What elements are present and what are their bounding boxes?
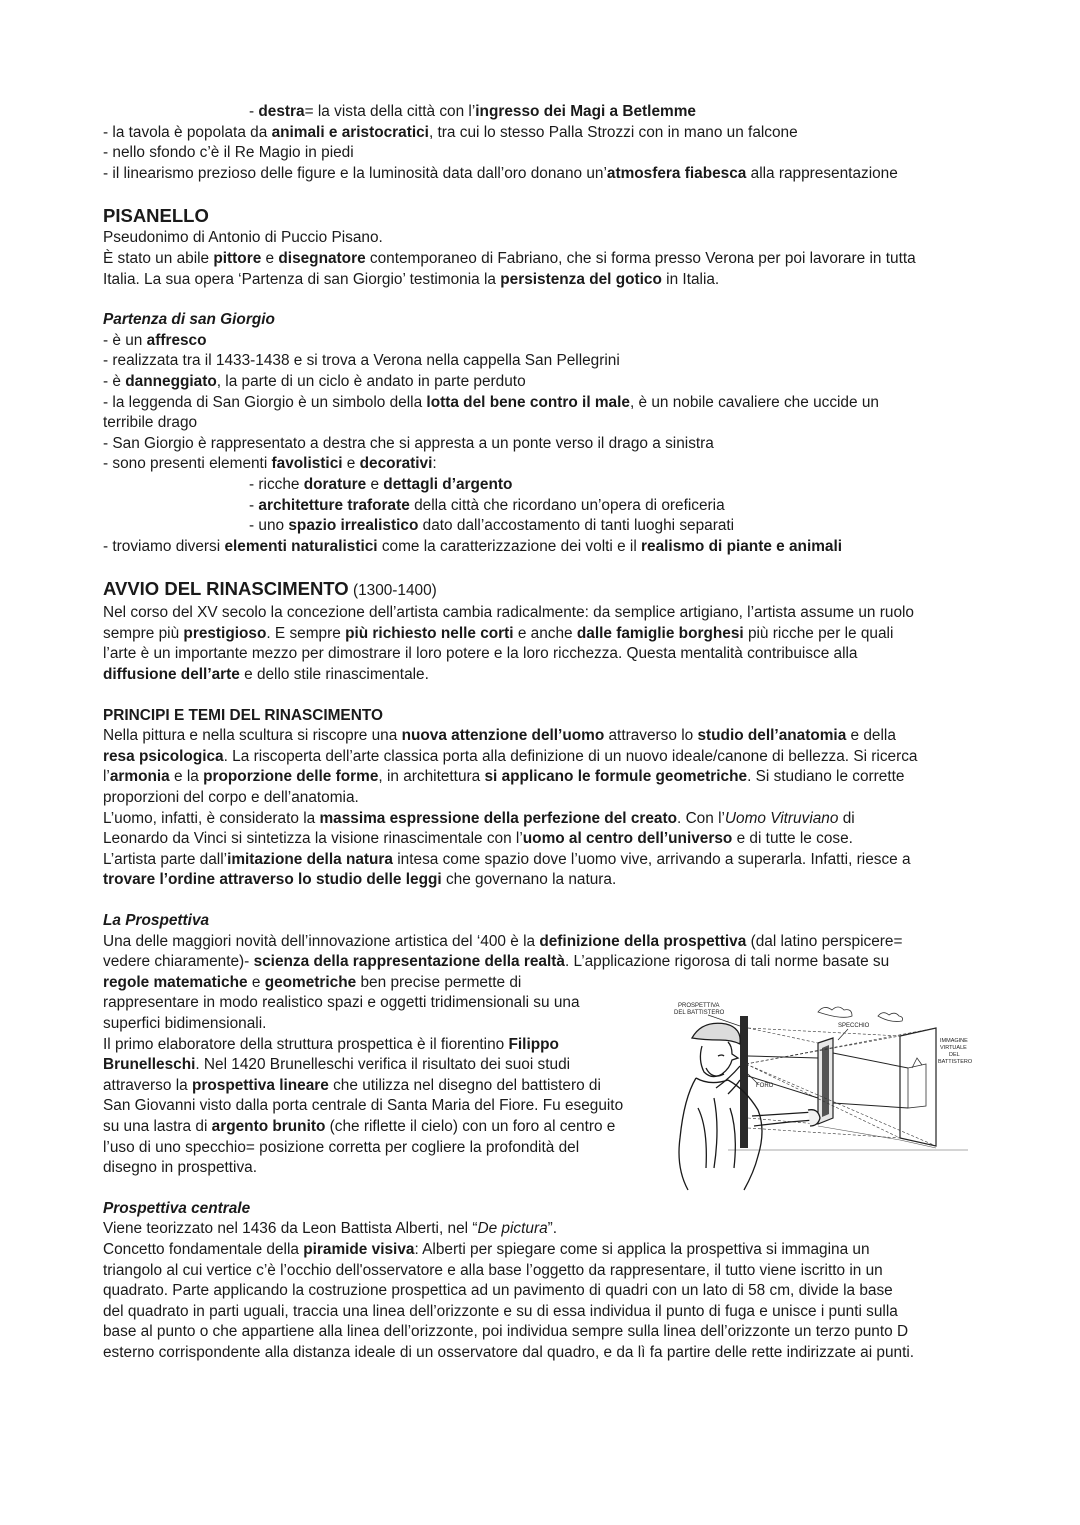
text-line: - destra= la vista della città con l’ingresso dei Magi a Betlemme xyxy=(249,103,696,120)
text-line: quadrato. Parte applicando la costruzione prospettica ad un pavimento di quadri con un lato di 58 cm, divide la base xyxy=(103,1282,893,1300)
text-line: Viene teorizzato nel 1436 da Leon Battista Alberti, nel “De pictura”. xyxy=(103,1220,558,1238)
text-line: l’uso di uno specchio= posizione corretta per cogliere la profondità del xyxy=(103,1138,580,1156)
figure-label: PROSPETTIVA xyxy=(678,1003,720,1009)
list-item: - sono presenti elementi favolistici e decorativi: xyxy=(103,455,437,473)
figure-label: DEL xyxy=(949,1052,960,1058)
text-line: San Giovanni visto dalla porta centrale di Santa Maria del Fiore. Fu eseguito xyxy=(103,1097,624,1115)
sub-list-item: - ricche dorature e dettagli d’argento xyxy=(249,475,513,493)
text-line: Il primo elaboratore della struttura prospettica è il fiorentino Filippo xyxy=(103,1035,559,1053)
text-line: terribile drago xyxy=(103,414,198,432)
text-line: diffusione dell’arte e dello stile rinascimentale. xyxy=(103,666,429,684)
figure-label: SPECCHIO xyxy=(838,1023,870,1029)
text-line: Nel corso del XV secolo la concezione dell’artista cambia radicalmente: da semplice artigiano, l’artista assume un ruolo xyxy=(103,604,914,622)
list-item: - è danneggiato, la parte di un ciclo è andato in parte perduto xyxy=(103,372,526,390)
text-line: esterno corrispondente alla distanza ideale di un osservatore dal quadro, e da lì fa partire delle rette indirizzate ai punti. xyxy=(103,1343,915,1361)
text-line: Pseudonimo di Antonio di Puccio Pisano. xyxy=(103,229,383,247)
text-line: base al punto o che appartiene alla linea dell’orizzonte, poi individua sempre sulla linea dell’orizzonte un terzo punto D xyxy=(103,1323,909,1341)
text-line: l’armonia e la proporzione delle forme, in architettura si applicano le formule geometriche. Si studiano le corrette xyxy=(103,768,905,786)
text-line: disegno in prospettiva. xyxy=(103,1159,258,1177)
text-line: È stato un abile pittore e disegnatore contemporaneo di Fabriano, che si forma presso Verona per poi lavorare in tutta xyxy=(103,249,916,267)
text-line: attraverso la prospettiva lineare che utilizza nel disegno del battistero di xyxy=(103,1076,601,1094)
text-line: Una delle maggiori novità dell’innovazione artistica del ‘400 è la definizione della prospettiva (dal latino perspicere= xyxy=(103,932,903,950)
section-title-pisanello: PISANELLO xyxy=(103,205,209,227)
text-line: regole matematiche e geometriche ben precise permette di xyxy=(103,973,522,991)
text-line: - il linearismo prezioso delle figure e la luminosità data dall’oro donano un’atmosfera fiabesca alla rappresentazione xyxy=(103,164,898,182)
text-line: Nella pittura e nella scultura si riscopre una nuova attenzione dell’uomo attraverso lo studio dell’anatomia e della xyxy=(103,727,896,745)
list-item: - realizzata tra il 1433-1438 e si trova a Verona nella cappella San Pellegrini xyxy=(103,352,620,370)
figure-label: DEL BATTISTERO xyxy=(674,1010,725,1016)
text-line: triangolo al cui vertice c’è l’occhio dell'osservatore e alla base l’oggetto da rappresentare, il tutto viene iscritto in un xyxy=(103,1261,883,1279)
text-line: vedere chiaramente)- scienza della rappresentazione della realtà. L’applicazione rigorosa di tali norme basate su xyxy=(103,953,890,971)
text-line: - nello sfondo c’è il Re Magio in piedi xyxy=(103,144,354,162)
text-line: su una lastra di argento brunito (che riflette il cielo) con un foro al centro e xyxy=(103,1117,616,1135)
list-item: - troviamo diversi elementi naturalistici come la caratterizzazione dei volti e il realismo di piante e animali xyxy=(103,537,843,555)
section-title-avvio: AVVIO DEL RINASCIMENTO (1300-1400) xyxy=(103,578,437,600)
figure-label: FORO xyxy=(756,1083,774,1089)
text-line: rappresentare in modo realistico spazi e oggetti tridimensionali su una xyxy=(103,994,580,1012)
text-line: L’uomo, infatti, è considerato la massima espressione della perfezione del creato. Con l’Uomo Vitruviano di xyxy=(103,809,855,827)
text-line: Italia. La sua opera ‘Partenza di san Giorgio’ testimonia la persistenza del gotico in Italia. xyxy=(103,270,720,288)
text-line: trovare l’ordine attraverso lo studio delle leggi che governano la natura. xyxy=(103,871,617,889)
text-line: del quadrato in parti uguali, traccia una linea dell’orizzonte e su di essa individua il punto di fuga e unisce i punti sulla xyxy=(103,1302,898,1320)
text-line: l’arte è un importante mezzo per dimostrare il loro potere e la loro ricchezza. Questa mentalità contribuisce alla xyxy=(103,645,858,663)
text-line: - la tavola è popolata da animali e aristocratici, tra cui lo stesso Palla Strozzi con in mano un falcone xyxy=(103,123,798,141)
sub-list-item: - uno spazio irrealistico dato dall’accostamento di tanti luoghi separati xyxy=(249,517,735,535)
text-line: Concetto fondamentale della piramide visiva: Alberti per spiegare come si applica la prospettiva si immagina un xyxy=(103,1240,870,1258)
list-item: - è un affresco xyxy=(103,331,207,349)
text-line: L’artista parte dall’imitazione della natura intesa come spazio dove l’uomo vive, arrivando a superarla. Infatti, riesce a xyxy=(103,850,911,868)
perspective-drawing xyxy=(668,998,980,1194)
sub-list-item: - architetture traforate della città che ricordano un’opera di oreficeria xyxy=(249,496,725,514)
subsection-title-centrale: Prospettiva centrale xyxy=(103,1199,251,1217)
list-item: - San Giorgio è rappresentato a destra che si appresta a un ponte verso il drago a sinistra xyxy=(103,434,714,452)
subsection-title-prospettiva: La Prospettiva xyxy=(103,912,210,929)
text-line: resa psicologica. La riscoperta dell’arte classica porta alla definizione di un nuovo ideale/canone di bellezza. Si ricerca xyxy=(103,747,918,765)
subsection-title-giorgio: Partenza di san Giorgio xyxy=(103,311,275,329)
perspective-illustration xyxy=(668,998,980,1194)
figure-label: VIRTUALE xyxy=(940,1045,967,1051)
figure-label: BATTISTERO xyxy=(938,1059,973,1065)
list-item: - la leggenda di San Giorgio è un simbolo della lotta del bene contro il male, è un nobile cavaliere che uccide un xyxy=(103,393,879,411)
figure-label: IMMAGINE xyxy=(940,1038,968,1044)
text-line: proporzioni del corpo e dell’anatomia. xyxy=(103,789,359,807)
section-title-principi: PRINCIPI E TEMI DEL RINASCIMENTO xyxy=(103,706,383,724)
text-line: Brunelleschi. Nel 1420 Brunelleschi verifica il risultato dei suoi studi xyxy=(103,1056,571,1074)
text-line: sempre più prestigioso. E sempre più richiesto nelle corti e anche dalle famiglie borghesi più ricche per le quali xyxy=(103,624,894,642)
text-line: superfici bidimensionali. xyxy=(103,1014,267,1032)
text-line: Leonardo da Vinci si sintetizza la visione rinascimentale con l’uomo al centro dell’universo e di tutte le cose. xyxy=(103,830,853,848)
